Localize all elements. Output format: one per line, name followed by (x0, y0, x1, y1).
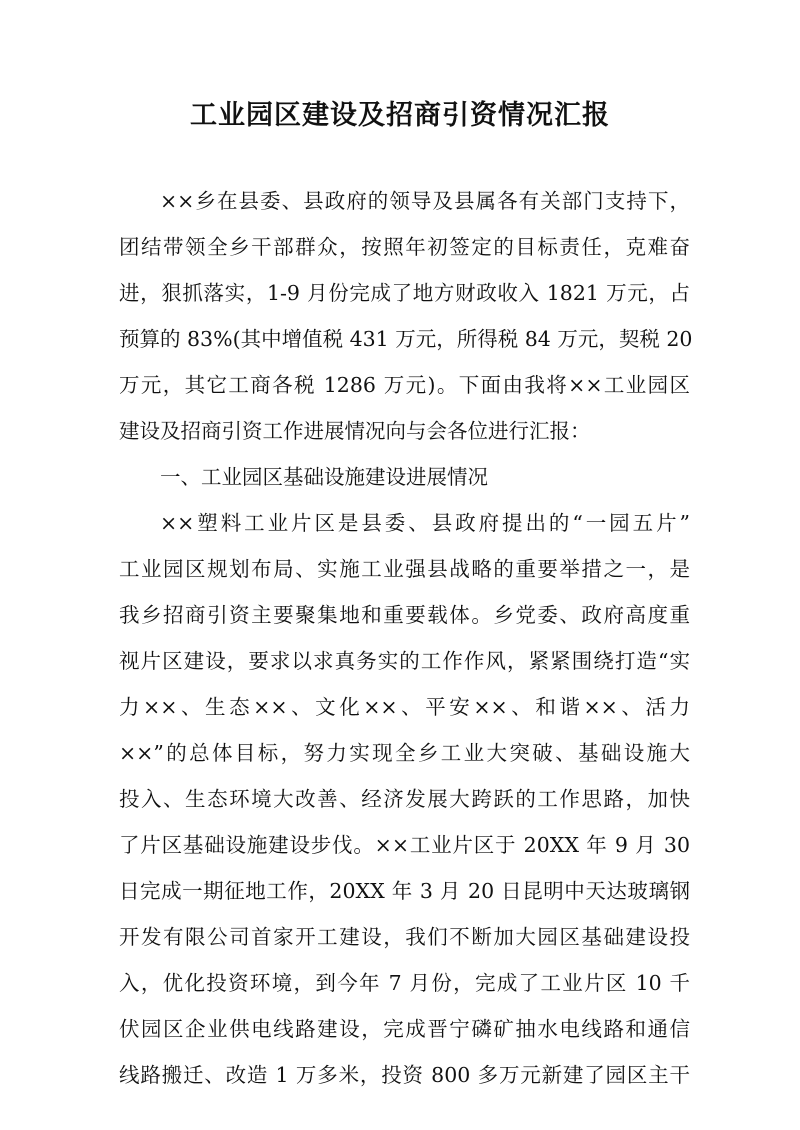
paragraph-line: 进，狠抓落实，1-9 月份完成了地方财政收入 1821 万元，占 (119, 281, 690, 305)
paragraph-line: ××乡在县委、县政府的领导及县属各有关部门支持下， (160, 189, 690, 213)
paragraph-line: 预算的 83%(其中增值税 431 万元，所得税 84 万元，契税 20 (119, 327, 693, 351)
section-heading: 一、工业园区基础设施建设进展情况 (160, 465, 488, 489)
paragraph-line: 了片区基础设施建设步伐。××工业片区于 20XX 年 9 月 30 (119, 833, 690, 857)
paragraph-line: 入，优化投资环境，到今年 7 月份，完成了工业片区 10 千 (119, 971, 690, 995)
paragraph-line: 力××、生态××、文化××、平安××、和谐××、活力 (119, 695, 690, 719)
paragraph-line: ××塑料工业片区是县委、县政府提出的“一园五片” (160, 511, 690, 535)
paragraph-line: 日完成一期征地工作，20XX 年 3 月 20 日昆明中天达玻璃钢 (119, 879, 690, 903)
paragraph-line: 线路搬迁、改造 1 万多米，投资 800 多万元新建了园区主干 (119, 1063, 690, 1087)
paragraph-line: 工业园区规划布局、实施工业强县战略的重要举措之一，是 (119, 557, 690, 581)
paragraph-line: 伏园区企业供电线路建设，完成晋宁磷矿抽水电线路和通信 (119, 1017, 690, 1041)
paragraph-line: 投入、生态环境大改善、经济发展大跨跃的工作思路，加快 (119, 787, 690, 811)
document-title: 工业园区建设及招商引资情况汇报 (190, 100, 610, 131)
document-body (119, 178, 693, 1098)
paragraph-line: 我乡招商引资主要聚集地和重要载体。乡党委、政府高度重 (119, 603, 690, 627)
paragraph-line: 开发有限公司首家开工建设，我们不断加大园区基础建设投 (119, 925, 690, 949)
paragraph-line: ××”的总体目标，努力实现全乡工业大突破、基础设施大 (119, 741, 690, 765)
paragraph-line: 视片区建设，要求以求真务实的工作作风，紧紧围绕打造“实 (119, 649, 690, 673)
paragraph-line: 团结带领全乡干部群众，按照年初签定的目标责任，克难奋 (119, 235, 690, 259)
paragraph-line: 建设及招商引资工作进展情况向与会各位进行汇报： (119, 419, 591, 443)
paragraph-line: 万元，其它工商各税 1286 万元)。下面由我将××工业园区 (119, 373, 690, 397)
